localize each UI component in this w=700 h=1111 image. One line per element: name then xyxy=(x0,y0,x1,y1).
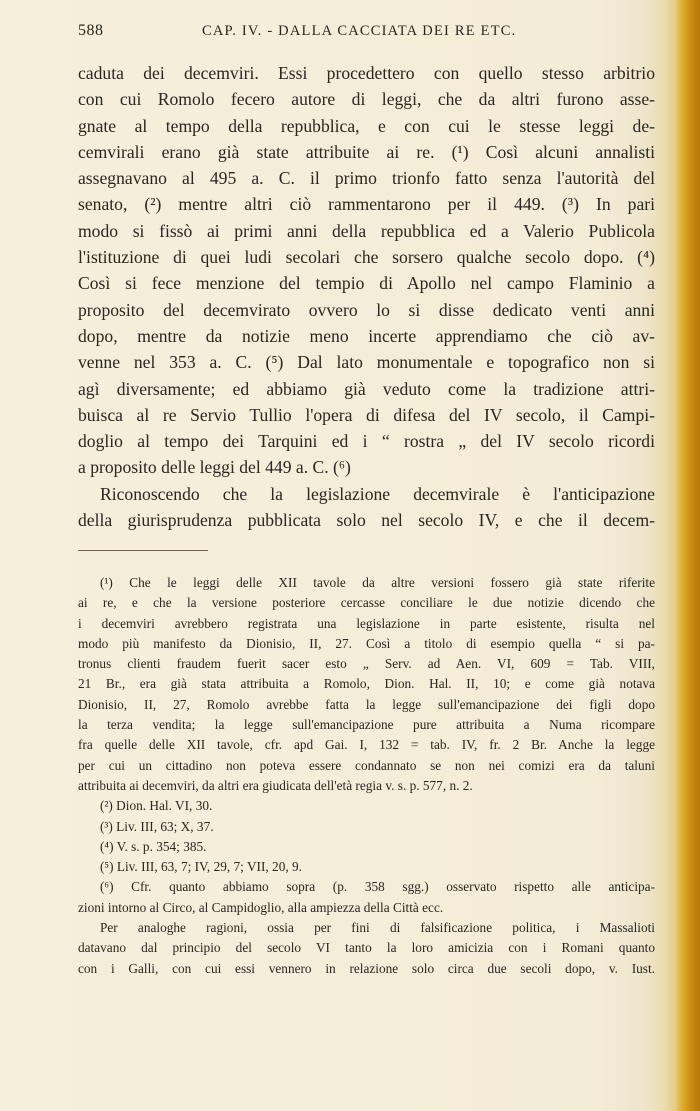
footnote-line: la terza vendita; la legge sull'emancipazione pure attribuita a Numa ricompare xyxy=(78,717,655,733)
text-line: senato, (²) mentre altri ciò rammentarono per il 449. (³) In pari xyxy=(78,194,655,215)
page-header xyxy=(78,20,663,44)
footnote-line: Dionisio, II, 27, Romolo avrebbe fatta la legge sull'emancipazione dei figli dopo xyxy=(78,696,655,712)
footnote-rule xyxy=(78,550,208,551)
footnotes xyxy=(78,573,655,979)
footnote-line: (⁴) V. s. p. 354; 385. xyxy=(100,838,207,854)
footnote-line: datavano dal principio del secolo VI tanto la loro amicizia con i Romani quanto xyxy=(78,940,655,956)
text-line: buisca al re Servio Tullio l'opera di difesa del IV secolo, il Campi- xyxy=(78,404,655,425)
text-line: l'istituzione di quei ludi secolari che sorsero qualche secolo dopo. (⁴) xyxy=(78,247,655,268)
footnote-line: attribuita ai decemviri, da altri era giudicata dell'età regia v. s. p. 577, n. 2. xyxy=(78,777,473,793)
footnote-line: (²) Dion. Hal. VI, 30. xyxy=(100,798,213,814)
footnote-line: 21 Br., era già stata attribuita a Romolo, Dion. Hal. II, 10; e come già notava xyxy=(78,676,655,692)
text-line: Riconoscendo che la legislazione decemvirale è l'anticipazione xyxy=(100,483,655,504)
footnote-line: (³) Liv. III, 63; X, 37. xyxy=(100,818,214,834)
text-line: cemvirali erano già state attribuite ai re. (¹) Così alcuni annalisti xyxy=(78,141,655,162)
text-line: caduta dei decemviri. Essi procedettero con quello stesso arbitrio xyxy=(78,63,655,83)
footnote-line: ai re, e che la versione posteriore cercasse conciliare le due notizie dicendo che xyxy=(78,595,655,611)
running-title: CAP. IV. - DALLA CACCIATA DEI RE ETC. xyxy=(202,23,517,39)
footnote-line: Per analoghe ragioni, ossia per fini di falsificazione politica, i Massalioti xyxy=(100,920,655,936)
footnote-line: (¹) Che le leggi delle XII tavole da altre versioni fossero già state riferite xyxy=(100,575,655,590)
footnote-line: (⁵) Liv. III, 63, 7; IV, 29, 7; VII, 20, 9. xyxy=(100,859,302,875)
text-line: della giurisprudenza pubblicata solo nel secolo IV, e che il decem- xyxy=(78,510,655,531)
footnote-line: per cui un cittadino non poteva essere condannato se non nei comizi era da taluni xyxy=(78,757,655,773)
text-line: modo si fissò ai primi anni della repubblica ed a Valerio Publicola xyxy=(78,220,655,241)
text-line: con cui Romolo fecero autore di leggi, che da altri furono asse- xyxy=(78,89,655,110)
text-line: agì diversamente; ed abbiamo già veduto come la tradizione attri- xyxy=(78,378,655,399)
footnote-line: fra quelle delle XII tavole, cfr. apd Gai. I, 132 = tab. IV, fr. 2 Br. Anche la legge xyxy=(78,737,655,753)
footnote-line: modo più manifesto da Dionisio, II, 27. Così a titolo di esempio quella “ si pa- xyxy=(78,635,655,651)
text-line: proposito del decemvirato ovvero lo si disse dedicato venti anni xyxy=(78,299,655,320)
footnote-line: zioni intorno al Circo, al Campidoglio, alla ampiezza della Città ecc. xyxy=(78,899,444,915)
footnote-line: tronus clienti fraudem fuerit sacer esto „ Serv. ad Aen. VI, 609 = Tab. VIII, xyxy=(78,656,655,672)
text-line: doglio al tempo dei Tarquini ed i “ rostra „ del IV secolo ricordi xyxy=(78,431,655,452)
footnote-line: (⁶) Cfr. quanto abbiamo sopra (p. 358 sgg.) osservato rispetto alle anticipa- xyxy=(100,879,655,895)
footnote-line: con i Galli, con cui essi vennero in relazione solo circa due secoli dopo, v. Iust. xyxy=(78,960,655,976)
text-line: dopo, mentre da notizie meno incerte apprendiamo che ciò av- xyxy=(78,325,655,346)
page-number: 588 xyxy=(78,22,104,39)
footnote-line: i decemviri avrebbero registrata una legislazione in parte esistente, risulta nel xyxy=(78,615,655,631)
text-line: a proposito delle leggi del 449 a. C. (⁶) xyxy=(78,457,351,478)
text-line: Così si fece menzione del tempio di Apollo nel campo Flaminio a xyxy=(78,273,655,294)
page-edge xyxy=(676,0,700,1111)
text-line: assegnavano al 495 a. C. il primo trionfo fatto senza l'autorità del xyxy=(78,168,655,189)
page-edge-shadow xyxy=(664,0,676,1111)
text-line: gnate al tempo della repubblica, e con cui le stesse leggi de- xyxy=(78,115,655,136)
main-text xyxy=(78,60,655,533)
text-line: venne nel 353 a. C. (⁵) Dal lato monumentale e topografico non si xyxy=(78,352,655,373)
